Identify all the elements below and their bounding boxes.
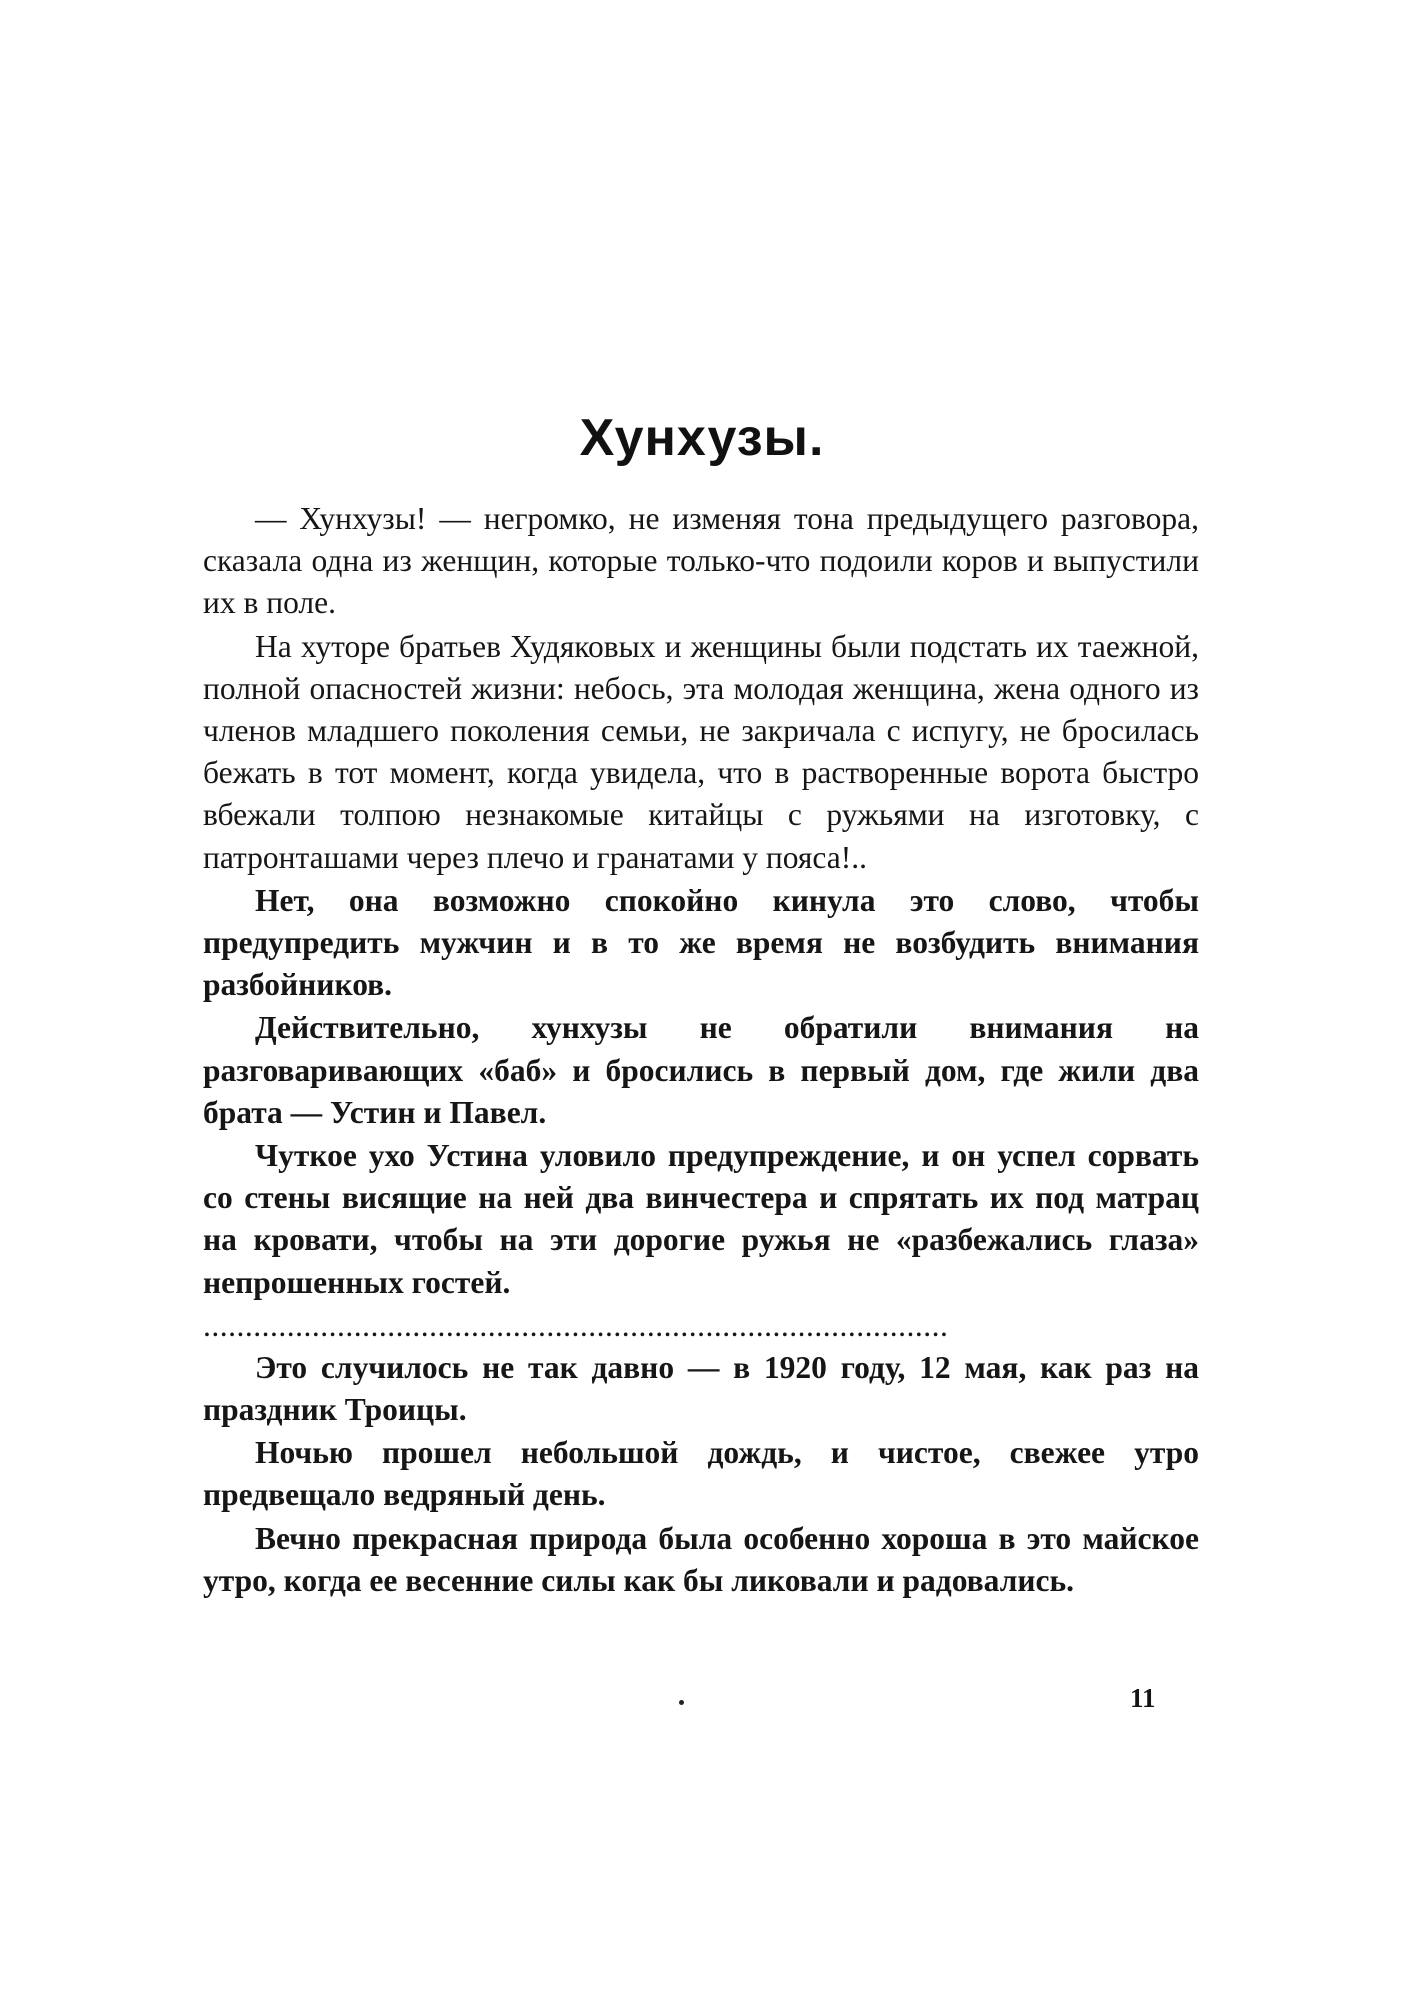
paragraph-3: Нет, она возможно спокойно кинула это слово, чтобы предупредить мужчин и в то же время не возбудить внимания разбойников. [203, 882, 1199, 1003]
paragraph-8: Вечно прекрасная природа была особенно хороша в это майское утро, когда ее весенние силы как бы ликовали и радовались. [203, 1520, 1199, 1598]
paragraph-5: Чуткое ухо Устина уловило предупреждение, и он успел сорвать со стены висящие на ней два винчестера и спрятать их под матрац на кровати, чтобы на эти дорогие ружья не «разбежались глаза» непрошенных гостей. [203, 1138, 1199, 1300]
paragraph-6: Это случилось не так давно — в 1920 году, 12 мая, как раз на праздник Троицы. [203, 1349, 1199, 1428]
paragraph-7: Ночью прошел небольшой дождь, и чистое, свежее утро предвещало ведряный день. [203, 1435, 1199, 1513]
body-text [203, 498, 1199, 1603]
ink-speck [679, 1700, 684, 1705]
paragraph-4: Действительно, хунхузы не обратили внимания на разговаривающих «баб» и бросились в первый дом, где жили два брата — Устин и Павел. [203, 1010, 1199, 1130]
chapter-title: Хунхузы. [579, 409, 825, 467]
section-separator: ......................................................................................... [203, 1307, 949, 1343]
paragraph-1: — Хунхузы! — негромко, не изменяя тона предыдущего разговора, сказала одна из женщин, которые только-что подоили коров и выпустили их в поле. [203, 501, 1199, 621]
page-number: 11 [1130, 1683, 1156, 1713]
paragraph-2: На хуторе братьев Худяковых и женщины были подстать их таежной, полной опасностей жизни: небось, эта молодая женщина, жена одного из членов младшего поколения семьи, не закричала с испугу, не бросилась бежать в тот момент, когда увидела, что в растворенные ворота быстро вбежали толпою незнакомые китайцы с ружьями на изготовку, с патронташами через плечо и гранатами у пояса!.. [203, 628, 1199, 875]
